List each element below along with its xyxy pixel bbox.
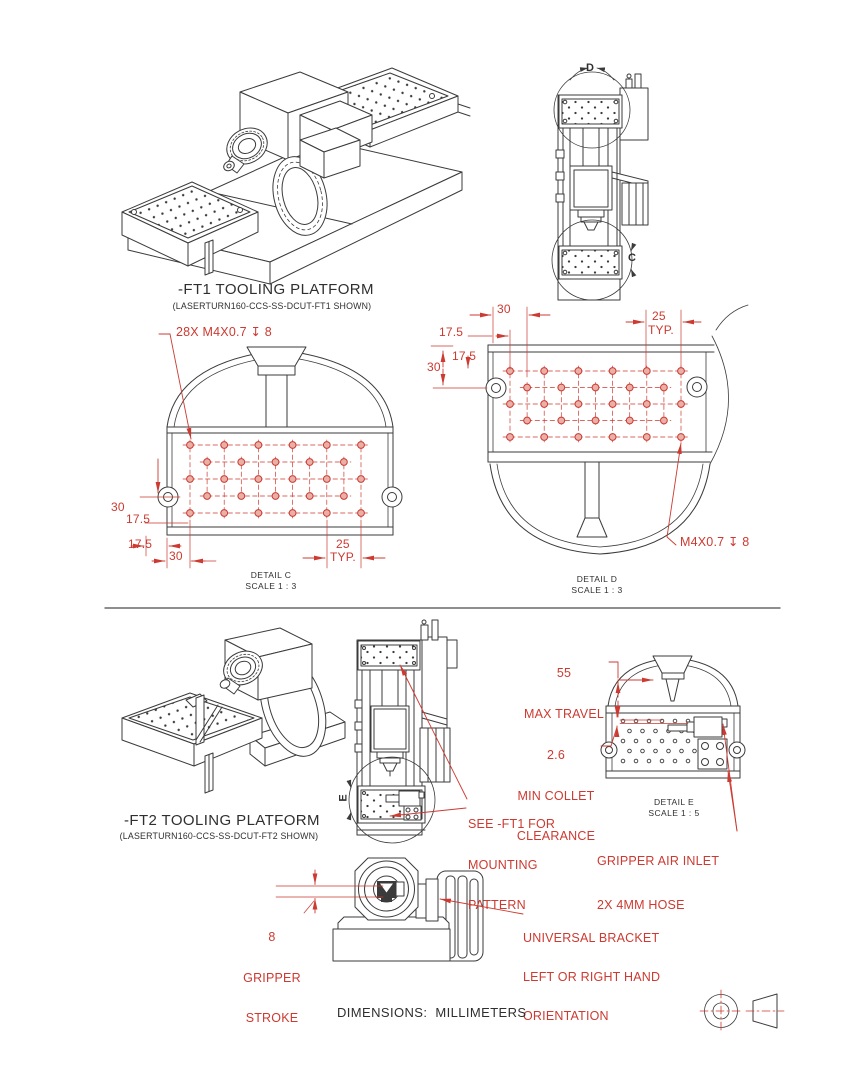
gripper-stroke-label-1: GRIPPER xyxy=(243,970,301,985)
ft1-plan-view xyxy=(552,68,648,300)
detail-e-scale: SCALE 1 : 5 xyxy=(648,808,700,818)
see-ft1-line3: PATTERN xyxy=(468,898,526,912)
universal-bracket-line2: LEFT OR RIGHT HAND xyxy=(523,970,661,984)
dimensions-note: DIMENSIONS: MILLIMETERS xyxy=(337,1005,527,1020)
detail-e-label: DETAIL E xyxy=(653,797,695,807)
detail-c-hole-pattern xyxy=(183,440,368,518)
universal-bracket-line3: ORIENTATION xyxy=(523,1009,609,1023)
collet-clearance-value: 2.6 xyxy=(547,748,565,762)
gripper-air-line2: 2X 4MM HOSE xyxy=(597,897,685,912)
detail-d-dim-17-5-b: 17.5 xyxy=(452,349,477,363)
ft2-title: -FT2 TOOLING PLATFORM xyxy=(124,812,320,829)
detail-c-dim-25: 25 xyxy=(336,537,350,551)
detail-c-scale: SCALE 1 : 3 xyxy=(245,581,297,591)
detail-c-label: DETAIL C xyxy=(250,570,292,580)
detail-c-view xyxy=(131,334,402,568)
detail-c-dim-30-left: 30 xyxy=(111,500,125,514)
detail-c-marker: C xyxy=(628,252,636,264)
collet-clearance-label-2: CLEARANCE xyxy=(516,829,596,843)
detail-d-dim-30-left: 30 xyxy=(427,360,441,374)
detail-d-label: DETAIL D xyxy=(576,574,618,584)
third-angle-projection-symbol xyxy=(700,990,784,1032)
detail-d-typ: TYP. xyxy=(648,323,674,337)
detail-d-dim-17-5-a: 17.5 xyxy=(439,325,464,339)
detail-c-dim-17-5-bottom: 17.5 xyxy=(128,537,153,551)
see-ft1-line2: MOUNTING xyxy=(468,857,538,872)
ft2-subtitle: (LASERTURN160-CCS-SS-DCUT-FT2 SHOWN) xyxy=(119,831,319,841)
detail-c-dim-17-5-left: 17.5 xyxy=(126,512,151,526)
detail-e-marker: E xyxy=(337,794,350,802)
see-ft1-line1: SEE -FT1 FOR xyxy=(468,817,556,831)
collet-clearance-label-1: MIN COLLET xyxy=(517,788,595,803)
detail-d-marker: D xyxy=(586,62,594,74)
gripper-stroke-value: 8 xyxy=(268,930,276,944)
ft2-plan-view xyxy=(349,620,467,843)
detail-d-view xyxy=(431,305,748,554)
detail-d-hole-pattern xyxy=(503,366,688,442)
ft2-isometric-view xyxy=(122,628,345,793)
universal-bracket-line1: UNIVERSAL BRACKET xyxy=(523,931,660,945)
ft1-title: -FT1 TOOLING PLATFORM xyxy=(178,281,374,298)
detail-d-scale: SCALE 1 : 3 xyxy=(571,585,623,595)
detail-d-dim-25: 25 xyxy=(652,309,666,323)
ft1-isometric-view xyxy=(122,68,470,284)
detail-d-dim-30-top: 30 xyxy=(497,302,511,316)
detail-d-hole-callout: M4X0.7 ↧ 8 xyxy=(680,535,750,549)
detail-c-dim-30-bottom: 30 xyxy=(169,549,183,563)
detail-c-hole-callout: 28X M4X0.7 ↧ 8 xyxy=(176,325,272,339)
gripper-air-line1: GRIPPER AIR INLET xyxy=(597,854,720,868)
detail-c-typ: TYP. xyxy=(330,550,356,564)
max-travel-annotation xyxy=(514,640,614,735)
gripper-stroke-annotation xyxy=(239,904,305,1039)
universal-bracket-annotation xyxy=(523,906,660,1036)
max-travel-label: MAX TRAVEL xyxy=(523,706,605,721)
ft1-subtitle: (LASERTURN160-CCS-SS-DCUT-FT1 SHOWN) xyxy=(172,301,372,311)
gripper-stroke-label-2: STROKE xyxy=(245,1011,299,1025)
max-travel-value: 55 xyxy=(556,666,572,680)
